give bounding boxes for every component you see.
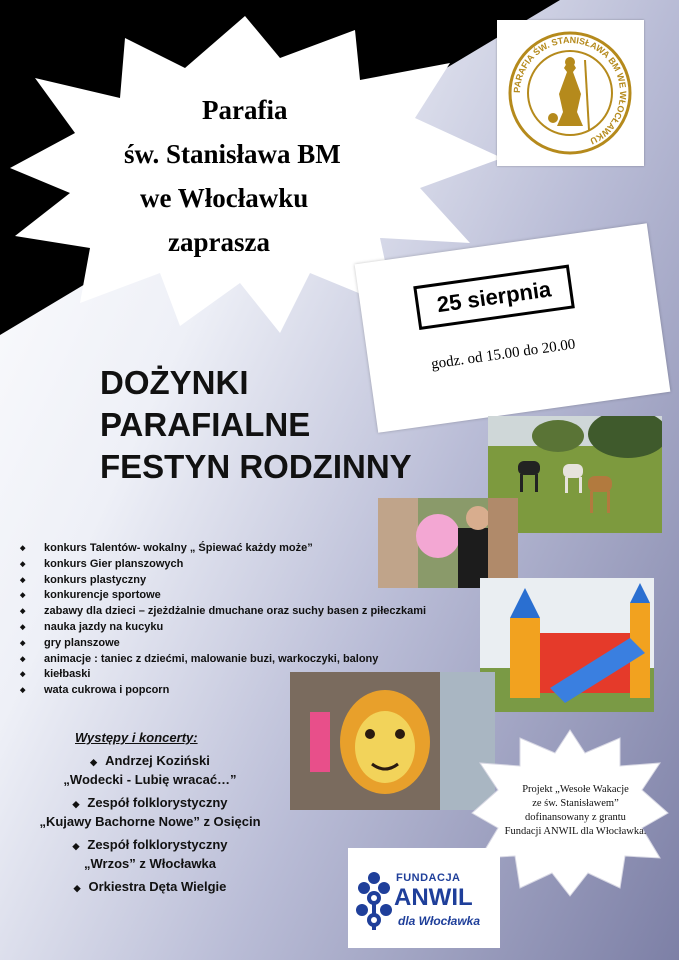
list-item: ◆ kiełbaski [20,667,426,683]
list-item: ◆ konkurs Gier planszowych [20,557,426,573]
list-item: ◆ nauka jazdy na kucyku [20,620,426,636]
sponsor-name: ANWIL [394,884,473,911]
performance-item [30,878,270,897]
grant-line: dofinansowany z grantu [525,812,626,823]
performances-list [30,752,270,903]
performance-item [30,836,270,872]
list-item: ◆ gry planszowe [20,636,426,652]
event-title-line: PARAFIALNE [100,406,311,443]
performer-name: Orkiestra Dęta Wielgie [88,879,227,894]
diamond-bullet-icon: ◆ [72,841,80,851]
event-date: 25 sierpnia [413,265,575,330]
list-item: ◆ wata cukrowa i popcorn [20,683,426,699]
list-item: ◆ konkurencje sportowe [20,588,426,604]
list-item: ◆ konkurs Talentów- wokalny „ Śpiewać każdy może” [20,541,426,557]
sponsor-subtitle: dla Włocławka [398,914,481,928]
grant-line: Projekt „Wesołe Wakacje [522,784,629,795]
performer-name: Zespół folklorystyczny [87,837,228,852]
performer-name: Zespół folklorystyczny [87,795,228,810]
parish-logo [497,20,644,166]
event-title [100,362,412,488]
performance-detail: „Wrzos” z Włocławka [84,856,216,871]
list-item: ◆ animacje : taniec z dziećmi, malowanie buzi, warkoczyki, balony [20,652,426,668]
attractions-list [20,541,426,699]
anwil-flower-icon [354,870,394,932]
parish-title-line: św. Stanisława BM [124,139,341,169]
performance-detail: „Kujawy Bachorne Nowe” z Osięcin [39,814,261,829]
parish-title-line: zaprasza [168,227,270,257]
grant-line: ze św. Stanisławem” [532,798,619,809]
performance-detail: „Wodecki - Lubię wracać…” [63,772,237,787]
sponsor-label: FUNDACJA [396,872,461,884]
performance-item [30,794,270,830]
grant-line: Fundacji ANWIL dla Włocławka. [504,826,647,837]
parish-title-line: we Włocławku [140,183,309,213]
parish-title-line: Parafia [202,95,288,125]
diamond-bullet-icon: ◆ [72,799,80,809]
diamond-bullet-icon: ◆ [73,883,81,893]
event-hours: godz. od 15.00 do 20.00 [430,336,577,373]
performance-item [30,752,270,788]
grant-info [488,783,663,839]
logo-ring-text: PARAFIA ŚW. STANISŁAWA BM WE WŁOCŁAWKU [511,34,629,147]
list-item: ◆ konkurs plastyczny [20,573,426,589]
performer-name: Andrzej Koziński [105,753,210,768]
parish-seal-icon [505,30,635,156]
event-title-line: DOŻYNKI [100,364,249,401]
parish-title [110,88,370,264]
bouncy-castle-photo [480,578,654,712]
event-title-line: FESTYN RODZINNY [100,448,412,485]
diamond-bullet-icon: ◆ [90,757,98,767]
anwil-foundation-logo [348,848,500,948]
list-item: ◆ zabawy dla dzieci – zjeżdżalnie dmuchane oraz suchy basen z piłeczkami [20,604,426,620]
performances-heading: Występy i koncerty: [75,730,198,745]
